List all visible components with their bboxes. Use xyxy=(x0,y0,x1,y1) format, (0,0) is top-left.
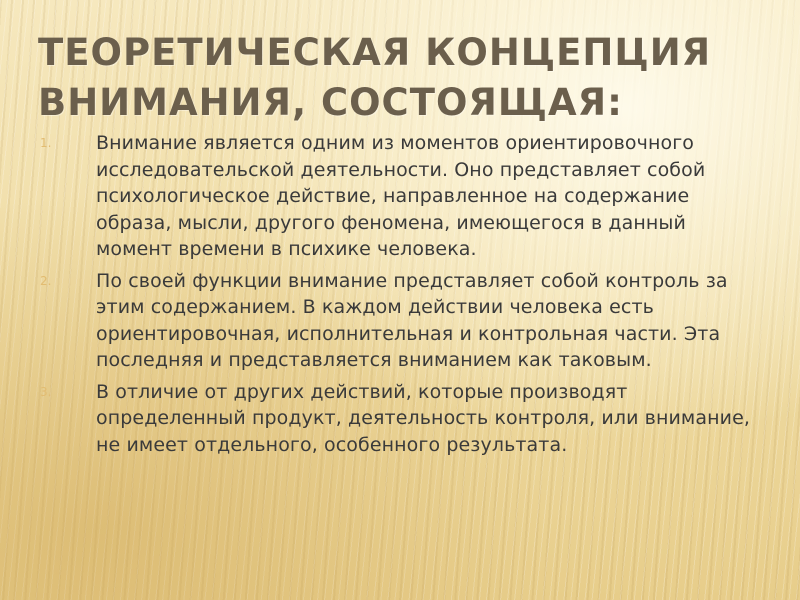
title-line-1: ТЕОРЕТИЧЕСКАЯ КОНЦЕПЦИЯ xyxy=(38,31,712,74)
list-item-number: 3. xyxy=(40,384,52,399)
list-item-number: 1. xyxy=(40,136,52,150)
numbered-list xyxy=(40,130,760,463)
list-item-text: По своей функции внимание представляет собой контроль за этим содержанием. В каждом действии человека есть ориентировочная, исполнительная и контрольная части. Эта последняя и представляется вниманием как таковым. xyxy=(96,269,728,371)
list-item xyxy=(40,379,760,459)
list-item xyxy=(40,268,760,374)
list-item xyxy=(40,130,760,263)
list-item-text: В отличие от других действий, которые производят определенный продукт, деятельность контроля, или внимание, не имеет отдельного, особенного результата. xyxy=(96,380,751,456)
slide-title xyxy=(38,28,778,128)
title-line-2: ВНИМАНИЯ, СОСТОЯЩАЯ: xyxy=(38,81,623,124)
list-item-number: 2. xyxy=(40,273,52,288)
list-item-text: Внимание является одним из моментов ориентировочного исследовательской деятельности. Оно представляет собой психологическое действие, направленное на содержание образа, мысли, другого феномена, имеющегося в данный момент времени в психике человека. xyxy=(96,132,706,260)
